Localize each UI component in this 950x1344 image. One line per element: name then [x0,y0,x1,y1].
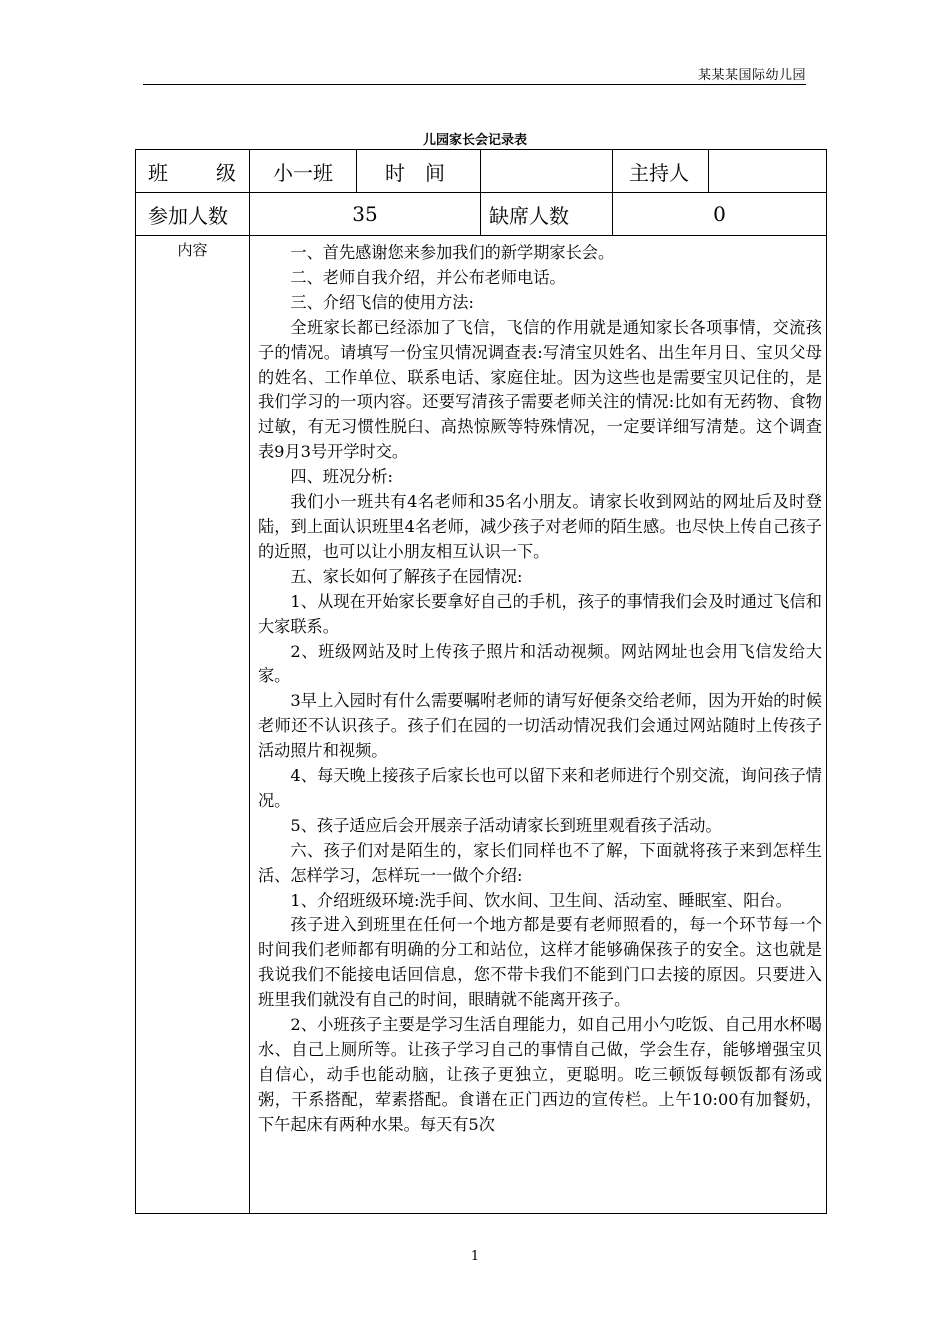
class-label-char-1: 班 [148,160,168,185]
class-label-char-2: 级 [216,160,236,185]
document-title: 儿园家长会记录表 [422,133,527,148]
host-label: 主持人 [613,150,709,193]
content-paragraph: 1、从现在开始家长要拿好自己的手机，孩子的事情我们会及时通过飞信和大家联系。 [258,591,822,636]
content-paragraph: 2、班级网站及时上传孩子照片和活动视频。网站网址也会用飞信发给大家。 [258,641,822,686]
header-rule [143,84,806,85]
time-label-char-1: 时 [385,160,405,185]
content-paragraph: 我们小一班共有4名老师和35名小朋友。请家长收到网站的网址后及时登陆，到上面认识班里4名老师，减少孩子对老师的陌生感。也尽快上传自己孩子的近照，也可以让小朋友相互认识一下。 [258,492,822,561]
table-row-class-info [136,150,827,193]
content-paragraph: 2、小班孩子主要是学习生活自理能力，如自己用小勺吃饭、自己用水杯喝水、自己上厕所等。让孩子学习自己的事情自己做，学会生存，能够增强宝贝自信心，动手也能动脑，让孩子更独立，更聪明。吃三顿饭每顿饭都有汤或粥，干系搭配，荤素搭配。食谱在正门西边的宣传栏。上午10:00有加餐奶，下午起床有两种水果。每天有5次 [258,1015,822,1134]
content-paragraph: 全班家长都已经添加了飞信，飞信的作用就是通知家长各项事情，交流孩子的情况。请填写一份宝贝情况调查表:写清宝贝姓名、出生年月日、宝贝父母的姓名、工作单位、联系电话、家庭住址。因为这些也是需要宝贝记住的，是我们学习的一项内容。还要写清孩子需要老师关注的情况:比如有无药物、食物过敏，有无习惯性脱臼、高热惊厥等特殊情况，一定要详细写清楚。这个调查表9月3号开学时交。 [258,317,822,462]
content-paragraph: 3早上入园时有什么需要嘱咐老师的请写好便条交给老师，因为开始的时候老师还不认识孩子。孩子们在园的一切活动情况我们会通过网站随时上传孩子活动照片和视频。 [258,691,822,761]
time-label-char-2: 间 [425,160,445,185]
content-paragraph: 四、班况分析: [290,467,393,487]
time-value [481,150,613,193]
content-label: 内容 [136,236,250,1214]
content-paragraph: 五、家长如何了解孩子在园情况: [290,566,523,586]
content-paragraph: 5、孩子适应后会开展亲子活动请家长到班里观看孩子活动。 [290,815,722,835]
class-value: 小一班 [250,150,357,193]
attend-value: 35 [250,193,481,236]
table-row-attendance [136,193,827,236]
meeting-record-table [135,149,827,1214]
content-paragraph: 孩子进入到班里在任何一个地方都是要有老师照看的，每一个环节每一个时间我们老师都有明确的分工和站位，这样才能够确保孩子的安全。这也就是我说我们不能接电话回信息，您不带卡我们不能到门口去接的原因。只要进入班里我们就没有自己的时间，眼睛就不能离开孩子。 [258,915,822,1010]
table-row-content [136,236,827,1214]
content-paragraph: 1、介绍班级环境:洗手间、饮水间、卫生间、活动室、睡眠室、阳台。 [290,890,792,910]
content-paragraph: 二、老师自我介绍，并公布老师电话。 [290,267,566,287]
content-paragraph: 六、孩子们对是陌生的，家长们同样也不了解，下面就将孩子来到怎样生活、怎样学习，怎样玩一一做个介绍: [258,840,822,885]
absent-label: 缺席人数 [481,193,613,236]
absent-value: 0 [613,193,827,236]
class-label-cell [136,150,250,193]
time-label-cell [357,150,481,193]
content-paragraph: 4、每天晚上接孩子后家长也可以留下来和老师进行个别交流，询问孩子情况。 [258,766,822,810]
school-name-header: 某某某国际幼儿园 [697,68,806,83]
attend-label: 参加人数 [136,193,250,236]
content-body [250,236,827,1214]
page-number: 1 [470,1249,480,1264]
host-value [709,150,827,193]
content-paragraph: 一、首先感谢您来参加我们的新学期家长会。 [290,243,615,262]
content-paragraph: 三、介绍飞信的使用方法: [290,292,474,312]
